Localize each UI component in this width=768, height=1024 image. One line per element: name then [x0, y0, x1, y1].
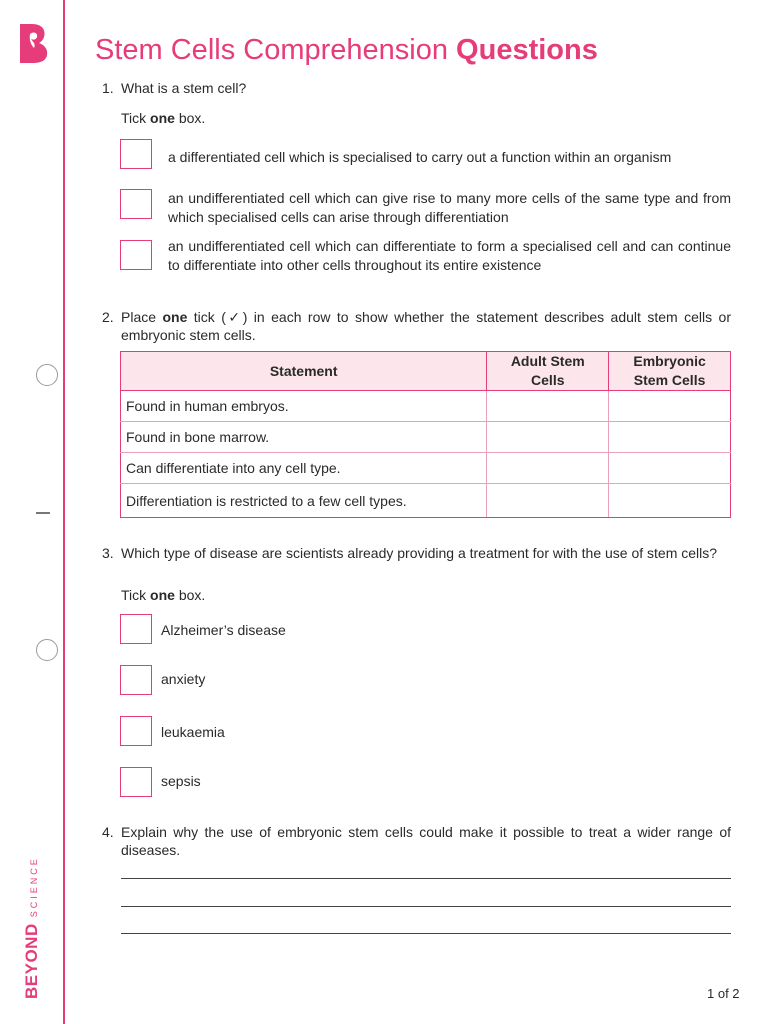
q3-text: Which type of disease are scientists already providing a treatment for with the use of stem cells? [121, 545, 718, 561]
beyond-logo-icon [16, 22, 50, 64]
q4-number: 4. [102, 824, 114, 840]
header-embryonic-text: Embryonic Stem Cells [633, 353, 706, 388]
brand-wordmark [22, 856, 42, 999]
header-embryonic [609, 352, 731, 391]
q3-option-2: anxiety [161, 671, 206, 687]
header-adult-text: Adult Stem Cells [510, 353, 585, 388]
q3-checkbox-1[interactable] [120, 614, 152, 644]
q2-text-pre: Place [121, 309, 163, 325]
q1-instruction-pre: Tick [121, 110, 151, 126]
q1-text: What is a stem cell? [121, 80, 247, 96]
statement-cell: Found in bone marrow. [121, 422, 487, 453]
brand-sub-text: SCIENCE [29, 856, 39, 918]
q3-checkbox-3[interactable] [120, 716, 152, 746]
table-row [121, 391, 731, 422]
title-regular: Stem Cells Comprehension [95, 34, 448, 66]
statement-cell: Found in human embryos. [121, 391, 487, 422]
adult-tick-cell[interactable] [487, 484, 609, 518]
embryonic-tick-cell[interactable] [609, 391, 731, 422]
q3-instruction-bold: one [150, 587, 175, 603]
adult-tick-cell[interactable] [487, 422, 609, 453]
page-title [95, 34, 598, 67]
q1-number: 1. [102, 80, 114, 96]
title-bold: Questions [456, 34, 598, 66]
table-row [121, 422, 731, 453]
embryonic-tick-cell[interactable] [609, 484, 731, 518]
q1-checkbox-1[interactable] [120, 139, 152, 169]
table-row [121, 484, 731, 518]
fold-mark [36, 512, 50, 514]
q3-option-4: sepsis [161, 773, 201, 789]
statement-cell: Can differentiate into any cell type. [121, 453, 487, 484]
q3-checkbox-4[interactable] [120, 767, 152, 797]
q2-text-post: tick (✓) in each row to show whether the statement describes adult stem cells or embryonic stem cells. [121, 309, 731, 343]
q2-text [121, 308, 731, 344]
stem-cell-table [120, 351, 731, 518]
q1-option-3: an undifferentiated cell which can differentiate to form a specialised cell and can continue to differentiate into other cells throughout its entire existence [168, 238, 731, 273]
q1-option-2: an undifferentiated cell which can give rise to many more cells of the same type and from which specialised cells can arise through differentiation [168, 190, 731, 225]
brand-main-text: BEYOND [22, 923, 41, 999]
margin-line [63, 0, 65, 1024]
q1-instruction-post: box. [174, 110, 206, 126]
table-row [121, 453, 731, 484]
header-statement: Statement [121, 352, 487, 391]
adult-tick-cell[interactable] [487, 391, 609, 422]
q1-option-1: a differentiated cell which is specialised to carry out a function within an organism [168, 149, 672, 165]
q3-checkbox-2[interactable] [120, 665, 152, 695]
embryonic-tick-cell[interactable] [609, 422, 731, 453]
q3-option-3: leukaemia [161, 724, 225, 740]
q1-instruction [121, 110, 205, 126]
answer-line-1[interactable] [121, 878, 731, 879]
q3-instruction-pre: Tick [121, 587, 151, 603]
page-number: 1 of 2 [707, 986, 740, 1001]
header-adult [487, 352, 609, 391]
adult-tick-cell[interactable] [487, 453, 609, 484]
q3-instruction-post: box. [174, 587, 206, 603]
answer-line-3[interactable] [121, 933, 731, 934]
answer-line-2[interactable] [121, 906, 731, 907]
statement-cell: Differentiation is restricted to a few cell types. [121, 484, 487, 518]
q4-text: Explain why the use of embryonic stem cells could make it possible to treat a wider range of diseases. [121, 824, 731, 858]
q1-checkbox-3[interactable] [120, 240, 152, 270]
q2-text-bold: one [162, 309, 188, 325]
q2-number: 2. [102, 309, 114, 325]
q1-instruction-bold: one [150, 110, 175, 126]
punch-hole-top [36, 364, 58, 386]
embryonic-tick-cell[interactable] [609, 453, 731, 484]
q3-option-1: Alzheimer’s disease [161, 622, 286, 638]
punch-hole-bottom [36, 639, 58, 661]
q1-checkbox-2[interactable] [120, 189, 152, 219]
q3-instruction [121, 587, 205, 603]
q3-number: 3. [102, 545, 114, 561]
